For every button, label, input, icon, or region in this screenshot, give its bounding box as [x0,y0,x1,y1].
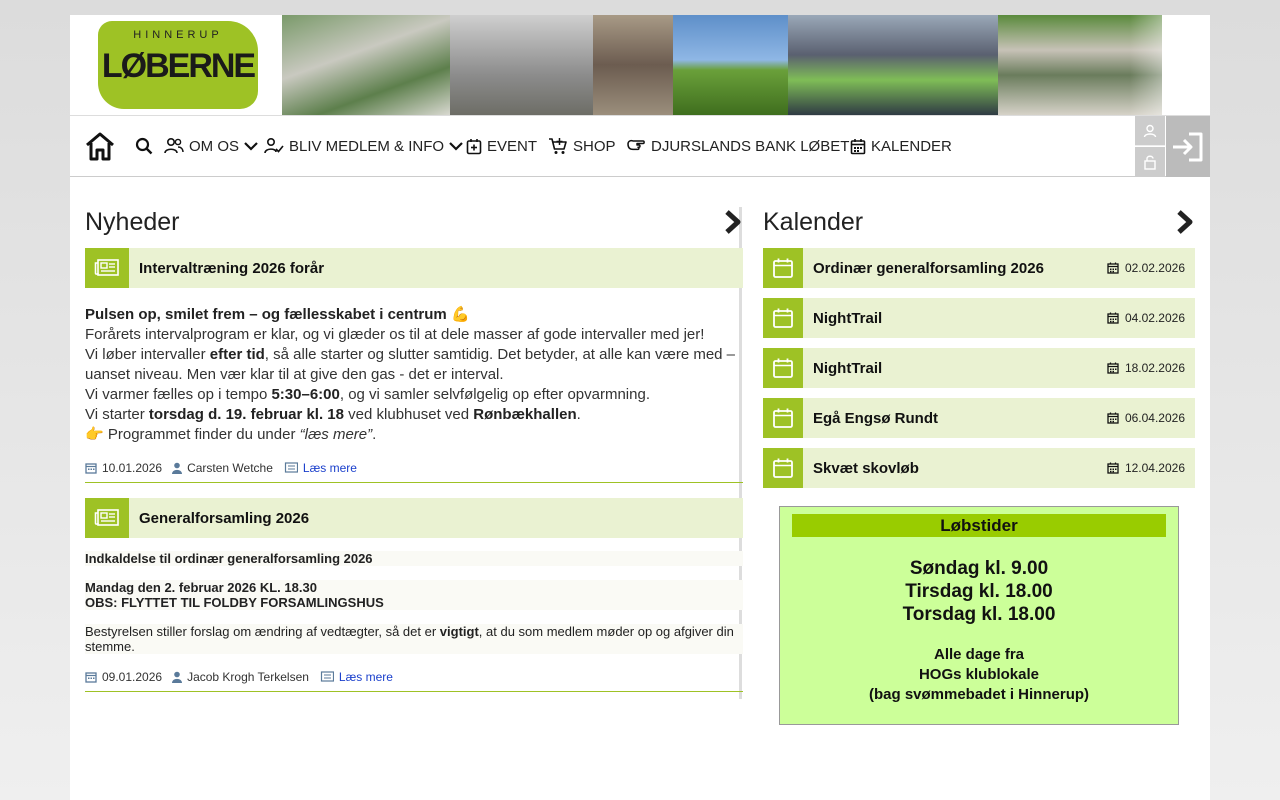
news-section-title: Nyheder [85,207,180,236]
home-icon[interactable] [84,116,121,176]
calendar-icon [1107,362,1119,374]
nav-event[interactable]: EVENT [466,116,537,176]
nav-om-os[interactable]: OM OS [164,116,259,176]
run-location-line: Alle dage fra [933,646,1025,663]
user-icon [172,462,182,474]
users-icon [164,137,184,155]
calendar-event-title: Ordinær generalforsamling 2026 [813,259,1044,277]
run-time-line: Torsdag kl. 18.00 [902,604,1056,625]
calendar-event-date: 18.02.2026 [1107,361,1185,375]
banner-photo [282,15,450,115]
user-icon [172,671,182,683]
calendar-icon [772,307,794,329]
calendar-event-title: NightTrail [813,309,883,327]
news-article-body: Indkaldelse til ordinær generalforsamling 2026 Mandag den 2. februar 2026 KL. 18.30 OBS: FLYTTET TIL FOLDBY FORSAMLINGSHUS Bestyrelsen stiller forslag om ændring af vedtægter, så det er vigtigt, at du som medlem møder op og afgiver din stemme. [85,551,743,654]
newspaper-icon [283,462,298,473]
header-banner [70,15,1210,115]
calendar-event-date: 12.04.2026 [1107,461,1185,475]
calendar-icon [1107,412,1119,424]
newspaper-icon [319,671,334,682]
chevron-down-icon [448,140,464,152]
calendar-icon [85,462,97,474]
calendar-event-date: 06.04.2026 [1107,411,1185,425]
news-article-body: Pulsen op, smilet frem – og fællesskabet i centrum 💪 Forårets intervalprogram er klar, og vi glæder os til at dele masser af gode intervaller med jer! Vi løber intervaller efter tid, så alle starter og slutter samtidig. Det betyder, at alle kan være med – uanset niveau. Men vær klar til at give den gas - det er interval. Vi varmer fælles op i tempo 5:30–6:00, og vi samler selvfølgelig op efter opvarmning. Vi starter torsdag d. 19. februar kl. 18 ved klubhuset ved Rønbækhallen. 👉 Programmet finder du under “læs mere”. [85,306,736,443]
calendar-icon [772,357,794,379]
banner-photo [673,15,788,115]
login-button[interactable] [1166,116,1210,177]
calendar-event[interactable] [763,448,1195,488]
banner-photos [282,15,1162,115]
chevron-right-icon[interactable] [1175,209,1195,235]
calendar-icon [772,407,794,429]
password-field[interactable] [1135,147,1165,177]
read-more-link[interactable]: Læs mere [338,669,393,684]
banner-photo [593,15,673,115]
calendar-event[interactable] [763,298,1195,338]
chevron-right-icon[interactable] [723,209,743,235]
news-article-title: Intervaltræning 2026 forår [139,259,325,277]
run-time-line: Tirsdag kl. 18.00 [905,581,1053,602]
news-article [85,498,743,692]
calendar-icon [1107,262,1119,274]
calendar-section-title: Kalender [763,207,864,236]
sign-in-icon [1171,132,1205,162]
banner-photo [788,15,998,115]
calendar-icon [85,671,97,683]
news-section [85,207,743,692]
calendar-plus-icon [466,138,482,155]
run-times-heading: Løbstider [792,514,1166,537]
nav-bliv-medlem[interactable]: BLIV MEDLEM & INFO [264,116,464,176]
calendar-event-date: 04.02.2026 [1107,311,1185,325]
user-icon [1143,124,1157,138]
news-article [85,248,743,483]
newspaper-icon [94,258,120,278]
nav-djurslands-bank-lobet[interactable]: DJURSLANDS BANK LØBET [626,116,849,176]
news-article-header[interactable] [85,498,743,538]
login-panel [1135,116,1210,177]
site-logo[interactable]: HINNERUP LØBERNE [98,21,258,109]
calendar-section [763,207,1195,725]
cart-icon [548,137,568,155]
calendar-event[interactable] [763,348,1195,388]
page [70,15,1210,800]
calendar-icon [850,138,866,155]
run-location-line: (bag svømmebadet i Hinnerup) [868,686,1090,703]
read-more-link[interactable]: Læs mere [302,460,357,475]
user-check-icon [264,137,284,155]
nav-kalender[interactable]: KALENDER [850,116,952,176]
calendar-event-title: Skvæt skovløb [813,459,919,477]
calendar-icon [772,257,794,279]
calendar-icon [1107,312,1119,324]
news-article-header[interactable] [85,248,743,288]
calendar-event[interactable] [763,248,1195,288]
run-location-line: HOGs klublokale [918,666,1040,683]
lock-icon [1143,154,1157,170]
calendar-icon [772,457,794,479]
main-nav [70,115,1210,177]
nav-shop[interactable]: SHOP [548,116,616,176]
banner-photo [450,15,593,115]
calendar-list [763,248,1195,488]
chevron-down-icon [243,140,259,152]
newspaper-icon [94,508,120,528]
username-field[interactable] [1135,116,1165,146]
calendar-icon [1107,462,1119,474]
news-article-meta: 10.01.2026 Carsten Wetche Læs mere [85,459,743,483]
run-times-box [779,506,1179,725]
news-article-meta: 09.01.2026 Jacob Krogh Terkelsen Læs mere [85,668,743,692]
calendar-event-date: 02.02.2026 [1107,261,1185,275]
hand-pointing-icon [626,138,646,154]
news-article-title: Generalforsamling 2026 [139,509,310,527]
search-icon[interactable] [135,116,158,176]
calendar-event[interactable] [763,398,1195,438]
calendar-event-title: NightTrail [813,359,883,377]
run-time-line: Søndag kl. 9.00 [909,558,1049,579]
calendar-event-title: Egå Engsø Rundt [813,409,938,427]
